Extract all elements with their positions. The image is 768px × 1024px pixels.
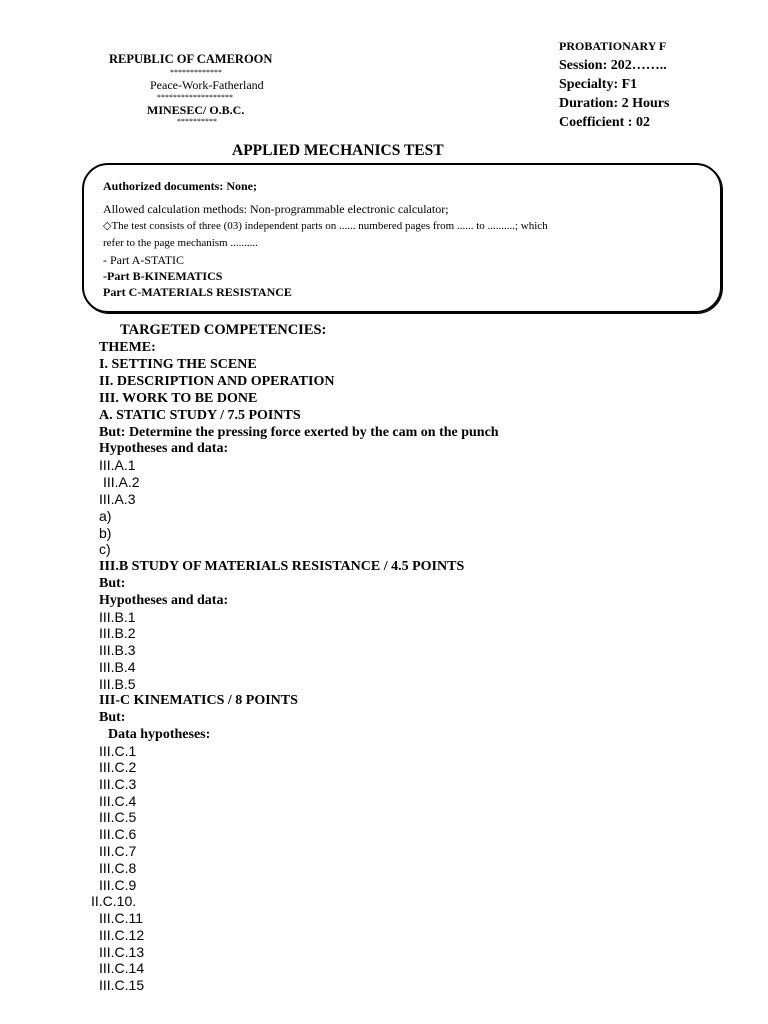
kinematics-heading: III-C KINEMATICS / 8 POINTS xyxy=(99,693,298,708)
question-a3-b: b) xyxy=(99,525,112,541)
question-c10: II.C.10. xyxy=(91,893,137,909)
question-a3-a: a) xyxy=(99,508,112,524)
targeted-competencies: TARGETED COMPETENCIES: xyxy=(120,322,327,338)
theme-heading: THEME: xyxy=(99,340,156,355)
question-c2: III.C.2 xyxy=(99,759,137,775)
test-structure-line-1: ◇The test consists of three (03) independent parts on ...... numbered pages from ...... to ..........; which xyxy=(103,220,548,232)
materials-hypotheses: Hypotheses and data: xyxy=(99,593,229,608)
question-b2: III.B.2 xyxy=(99,625,136,641)
ministry-name: MINESEC/ O.B.C. xyxy=(147,103,245,117)
exam-session: Session: 202…….. xyxy=(559,58,667,73)
kinematics-goal: But: xyxy=(99,710,126,725)
question-c5: III.C.5 xyxy=(99,809,137,825)
question-b3: III.B.3 xyxy=(99,642,136,658)
question-a3: III.A.3 xyxy=(99,491,136,507)
question-c13: III.C.13 xyxy=(99,944,145,960)
exam-info xyxy=(559,37,669,132)
part-c-label: Part C-MATERIALS RESISTANCE xyxy=(103,285,292,299)
allowed-methods: Allowed calculation methods: Non-programmable electronic calculator; xyxy=(103,202,449,216)
question-c4: III.C.4 xyxy=(99,793,137,809)
section-work: III. WORK TO BE DONE xyxy=(99,391,258,406)
question-c15: III.C.15 xyxy=(99,977,145,993)
question-c9: III.C.9 xyxy=(99,877,137,893)
exam-coefficient: Coefficient : 02 xyxy=(559,115,650,130)
part-b-label: -Part B-KINEMATICS xyxy=(103,269,223,283)
question-b1: III.B.1 xyxy=(99,609,136,625)
question-c1: III.C.1 xyxy=(99,743,137,759)
question-c12: III.C.12 xyxy=(99,927,145,943)
materials-resistance-heading: III.B STUDY OF MATERIALS RESISTANCE / 4.5 POINTS xyxy=(99,559,465,574)
exam-name: PROBATIONARY F xyxy=(559,39,667,53)
question-c6: III.C.6 xyxy=(99,826,137,842)
question-b4: III.B.4 xyxy=(99,659,136,675)
kinematics-hypotheses: Data hypotheses: xyxy=(108,727,211,742)
static-study-heading: A. STATIC STUDY / 7.5 POINTS xyxy=(99,408,301,423)
question-a1: III.A.1 xyxy=(99,457,136,473)
question-b5: III.B.5 xyxy=(99,676,136,692)
materials-goal: But: xyxy=(99,576,126,591)
static-hypotheses: Hypotheses and data: xyxy=(99,441,229,456)
part-a-label: - Part A-STATIC xyxy=(103,253,185,267)
separator-stars: ******************* xyxy=(157,93,233,102)
test-title: APPLIED MECHANICS TEST xyxy=(232,142,444,159)
separator-stars: ********** xyxy=(177,117,217,126)
question-c11: III.C.11 xyxy=(99,910,144,926)
section-description: II. DESCRIPTION AND OPERATION xyxy=(99,374,335,389)
static-study-goal: But: Determine the pressing force exerted by the cam on the punch xyxy=(99,425,499,440)
country-name: REPUBLIC OF CAMEROON xyxy=(109,52,273,66)
exam-specialty: Specialty: F1 xyxy=(559,77,638,92)
separator-stars: ************* xyxy=(170,68,222,77)
national-motto: Peace-Work-Fatherland xyxy=(150,78,264,92)
question-c14: III.C.14 xyxy=(99,960,145,976)
question-c3: III.C.3 xyxy=(99,776,137,792)
section-setting-scene: I. SETTING THE SCENE xyxy=(99,357,257,372)
question-c7: III.C.7 xyxy=(99,843,137,859)
question-c8: III.C.8 xyxy=(99,860,137,876)
authorized-documents: Authorized documents: None; xyxy=(103,179,257,193)
test-structure-line-2: refer to the page mechanism .......... xyxy=(103,237,258,249)
question-a2: III.A.2 xyxy=(103,474,140,490)
exam-duration: Duration: 2 Hours xyxy=(559,96,670,111)
question-a3-c: c) xyxy=(99,541,111,557)
